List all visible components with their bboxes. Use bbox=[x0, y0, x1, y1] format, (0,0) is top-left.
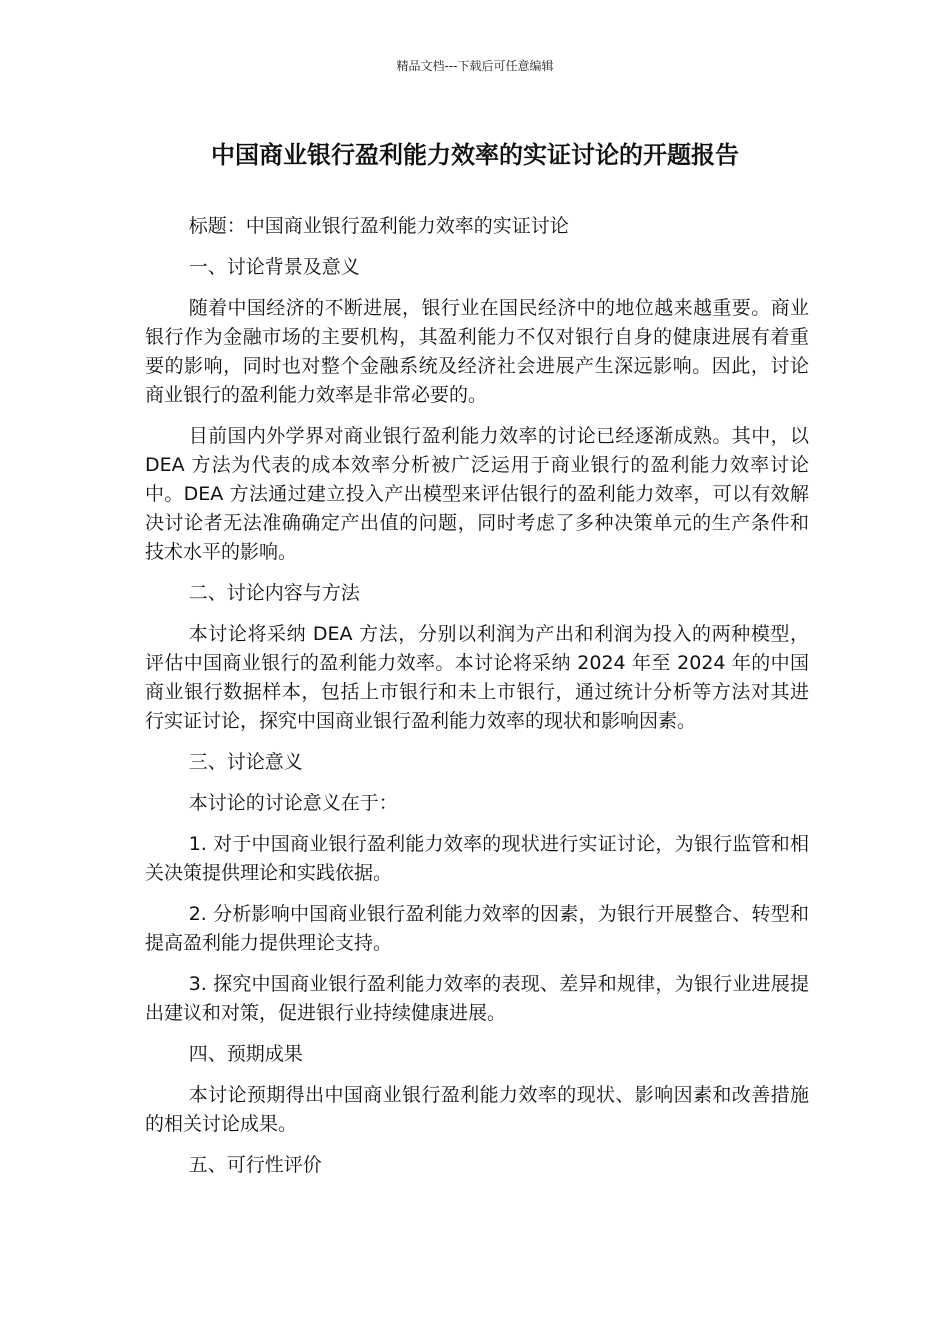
list-item-significance-2: 2. 分析影响中国商业银行盈利能力效率的因素，为银行开展整合、转型和提高盈利能力提供理论支持。 bbox=[145, 903, 809, 954]
section-heading-outcomes: 四、预期成果 bbox=[188, 1043, 303, 1065]
list-item-significance-1: 1. 对于中国商业银行盈利能力效率的现状进行实证讨论，为银行监管和相关决策提供理论和实践依据。 bbox=[145, 833, 809, 884]
document-body bbox=[145, 212, 809, 1192]
list-item-significance-3: 3. 探究中国商业银行盈利能力效率的表现、差异和规律，为银行业进展提出建议和对策，促进银行业持续健康进展。 bbox=[145, 973, 809, 1024]
section-heading-significance: 三、讨论意义 bbox=[188, 751, 303, 773]
section-heading-background: 一、讨论背景及意义 bbox=[188, 256, 360, 278]
paragraph-background-1: 随着中国经济的不断进展，银行业在国民经济中的地位越来越重要。商业银行作为金融市场的主要机构，其盈利能力不仅对银行自身的健康进展有着重要的影响，同时也对整个金融系统及经济社会进展产生深远影响。因此，讨论商业银行的盈利能力效率是非常必要的。 bbox=[145, 297, 809, 406]
paragraph-background-2: 目前国内外学界对商业银行盈利能力效率的讨论已经逐渐成熟。其中，以 DEA 方法为代表的成本效率分析被广泛运用于商业银行的盈利能力效率讨论中。DEA 方法通过建立投入产出模型来评估银行的盈利能力效率，可以有效解决讨论者无法准确确定产出值的问题，同时考虑了多种决策单元的生产条件和技术水平的影响。 bbox=[145, 425, 809, 563]
paragraph-significance-intro: 本讨论的讨论意义在于： bbox=[188, 792, 398, 814]
document-title: 中国商业银行盈利能力效率的实证讨论的开题报告 bbox=[211, 141, 739, 169]
paragraph-methods: 本讨论将采纳 DEA 方法，分别以利润为产出和利润为投入的两种模型，评估中国商业银行的盈利能力效率。本讨论将采纳 2024 年至 2024 年的中国商业银行数据样本，包括上市银行和未上市银行，通过统计分析等方法对其进行实证讨论，探究中国商业银行盈利能力效率的现状和影响因素。 bbox=[145, 623, 809, 732]
subject-line: 标题：中国商业银行盈利能力效率的实证讨论 bbox=[188, 215, 569, 237]
section-heading-methods: 二、讨论内容与方法 bbox=[188, 582, 360, 604]
section-heading-feasibility: 五、可行性评价 bbox=[188, 1154, 322, 1176]
header-note: 精品文档---下载后可任意编辑 bbox=[396, 59, 554, 73]
paragraph-outcomes: 本讨论预期得出中国商业银行盈利能力效率的现状、影响因素和改善措施的相关讨论成果。 bbox=[145, 1084, 809, 1135]
